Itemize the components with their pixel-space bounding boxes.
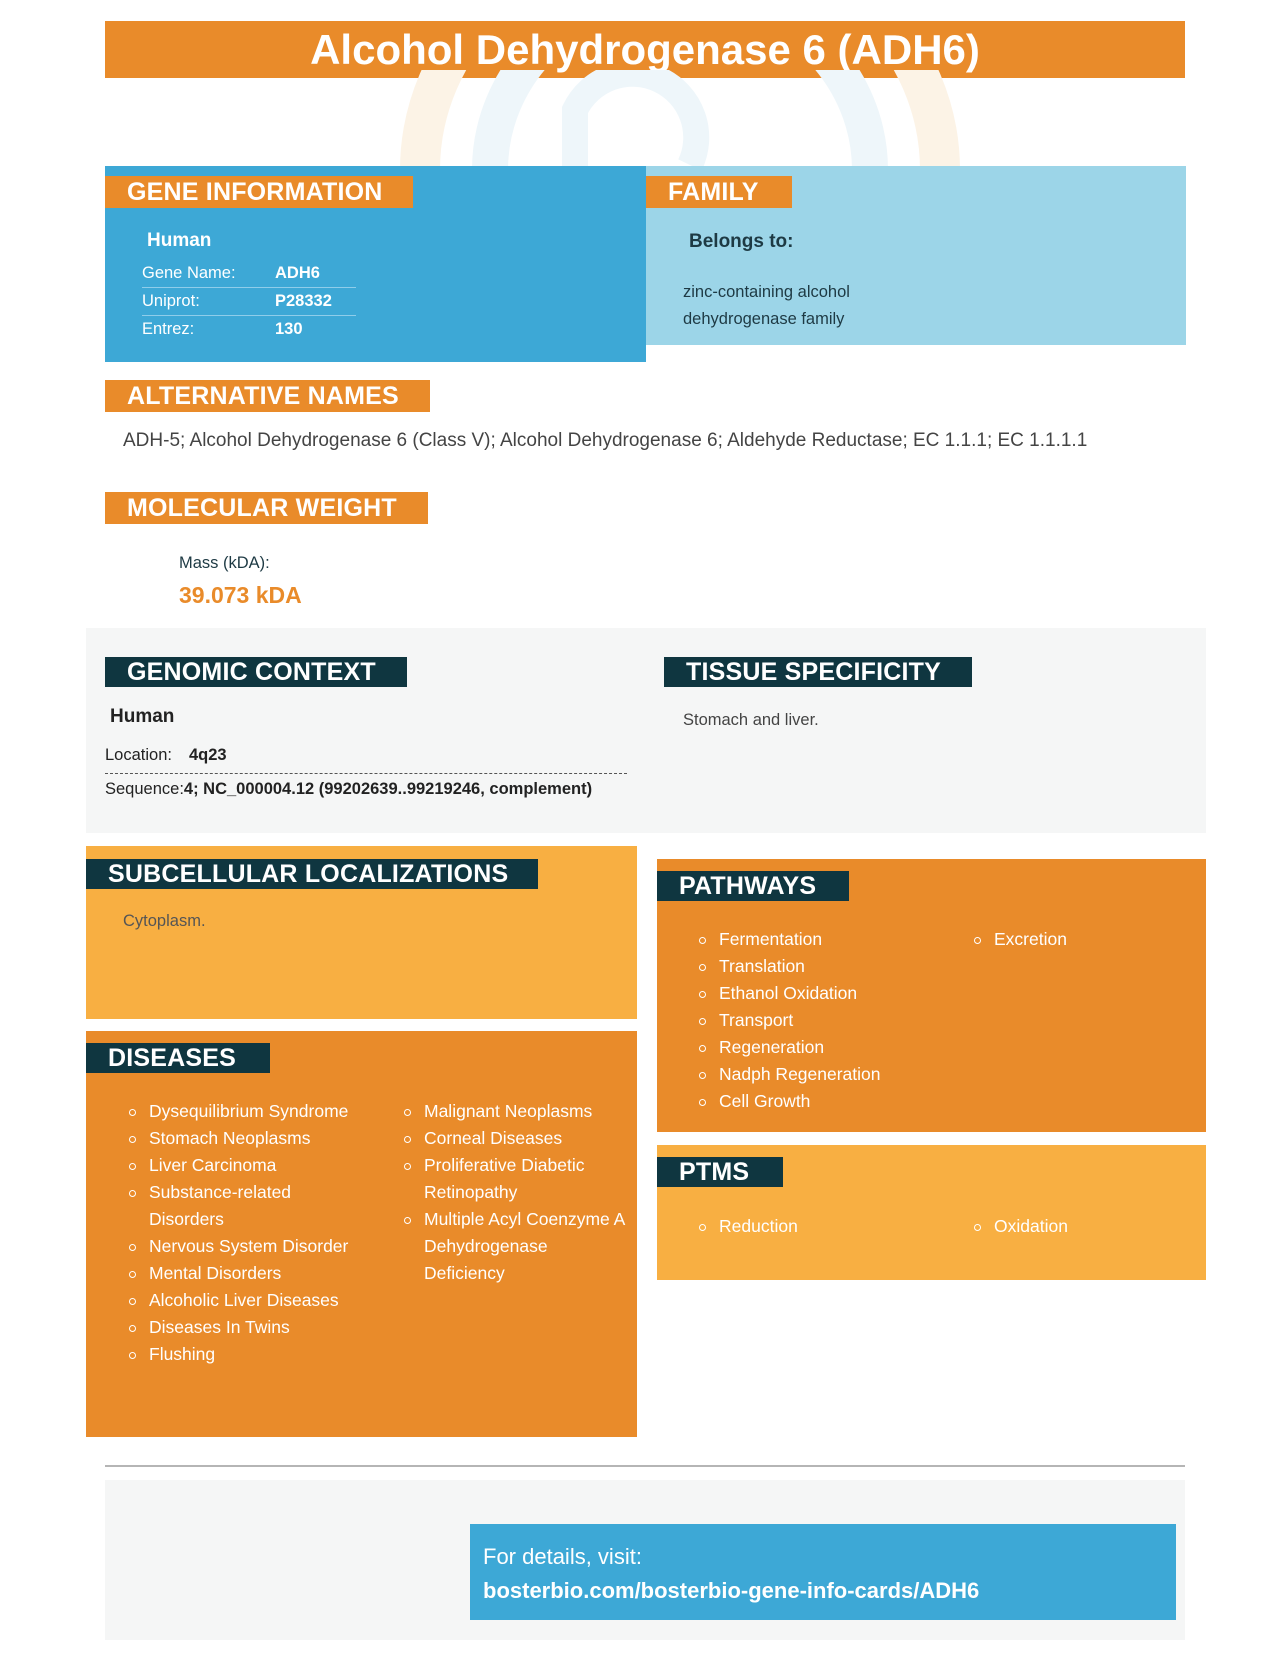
tissue-specificity-text: Stomach and liver. — [683, 711, 819, 729]
ptms-list-col2 — [970, 1213, 1170, 1240]
genomic-sequence-row — [105, 780, 645, 799]
list-item: Diseases In Twins — [125, 1314, 355, 1341]
tissue-specificity-header: TISSUE SPECIFICITY — [664, 657, 972, 687]
list-item: Dysequilibrium Syndrome — [125, 1098, 355, 1125]
family-text: zinc-containing alcohol dehydrogenase family — [683, 283, 850, 328]
genomic-species: Human — [110, 706, 175, 727]
list-item: Mental Disorders — [125, 1260, 355, 1287]
watermark-logo-icon — [400, 70, 960, 170]
gene-species: Human — [147, 230, 212, 251]
list-item: Liver Carcinoma — [125, 1152, 355, 1179]
page-title: Alcohol Dehydrogenase 6 (ADH6) — [310, 26, 980, 73]
gene-name-value: ADH6 — [275, 264, 320, 282]
pathways-header: PATHWAYS — [657, 871, 849, 901]
gene-information-header: GENE INFORMATION — [105, 176, 413, 208]
details-link[interactable]: bosterbio.com/bosterbio-gene-info-cards/ADH6 — [483, 1578, 980, 1603]
pathways-list-col2 — [970, 926, 1170, 953]
list-item: Reduction — [695, 1213, 935, 1240]
diseases-list-col2 — [400, 1098, 625, 1287]
details-box[interactable] — [470, 1524, 1176, 1620]
genomic-location-row — [105, 742, 627, 774]
list-item: Alcoholic Liver Diseases — [125, 1287, 355, 1314]
list-item: Fermentation — [695, 926, 955, 953]
entrez-row — [142, 316, 356, 343]
location-label: Location: — [105, 746, 172, 764]
list-item: Oxidation — [970, 1213, 1170, 1240]
details-visit-label: For details, visit: — [483, 1544, 642, 1569]
list-item: Nervous System Disorder — [125, 1233, 355, 1260]
genomic-context-header: GENOMIC CONTEXT — [105, 657, 407, 687]
sequence-label: Sequence: — [105, 780, 184, 798]
diseases-header: DISEASES — [86, 1043, 270, 1073]
list-item: Multiple Acyl Coenzyme A Dehydrogenase Deficiency — [400, 1206, 625, 1287]
list-item: Translation — [695, 953, 955, 980]
subcellular-text: Cytoplasm. — [123, 912, 206, 930]
diseases-list-col1 — [125, 1098, 355, 1368]
entrez-label: Entrez: — [142, 320, 195, 338]
location-value: 4q23 — [189, 746, 227, 764]
list-item: Stomach Neoplasms — [125, 1125, 355, 1152]
list-item: Regeneration — [695, 1034, 955, 1061]
ptms-header: PTMS — [657, 1157, 783, 1187]
family-belongs-label: Belongs to: — [689, 231, 794, 252]
list-item: Ethanol Oxidation — [695, 980, 955, 1007]
list-item: Flushing — [125, 1341, 355, 1368]
list-item: Proliferative Diabetic Retinopathy — [400, 1152, 625, 1206]
alternative-names-text: ADH-5; Alcohol Dehydrogenase 6 (Class V); Alcohol Dehydrogenase 6; Aldehyde Reductase; EC 1.1.1; EC 1.1.1.1 — [123, 430, 1088, 451]
footer-divider — [105, 1465, 1185, 1467]
list-item: Malignant Neoplasms — [400, 1098, 625, 1125]
uniprot-label: Uniprot: — [142, 292, 200, 310]
alternative-names-header: ALTERNATIVE NAMES — [105, 380, 430, 412]
pathways-list-col1 — [695, 926, 955, 1115]
gene-name-row — [142, 260, 356, 288]
list-item: Transport — [695, 1007, 955, 1034]
entrez-value: 130 — [275, 320, 303, 338]
gene-info-table — [142, 260, 356, 343]
list-item: Nadph Regeneration — [695, 1061, 955, 1088]
sequence-value: 4; NC_000004.12 (99202639..99219246, complement) — [183, 780, 593, 798]
gene-name-label: Gene Name: — [142, 264, 236, 282]
uniprot-value: P28332 — [275, 292, 332, 310]
list-item: Corneal Diseases — [400, 1125, 625, 1152]
uniprot-row — [142, 288, 356, 316]
list-item: Cell Growth — [695, 1088, 955, 1115]
mass-value: 39.073 kDA — [179, 582, 302, 608]
mass-label: Mass (kDA): — [179, 554, 270, 572]
molecular-weight-header: MOLECULAR WEIGHT — [105, 492, 428, 524]
list-item: Excretion — [970, 926, 1170, 953]
subcellular-header: SUBCELLULAR LOCALIZATIONS — [86, 859, 538, 889]
ptms-list-col1 — [695, 1213, 935, 1240]
family-header: FAMILY — [646, 176, 792, 208]
list-item: Substance-related Disorders — [125, 1179, 355, 1233]
